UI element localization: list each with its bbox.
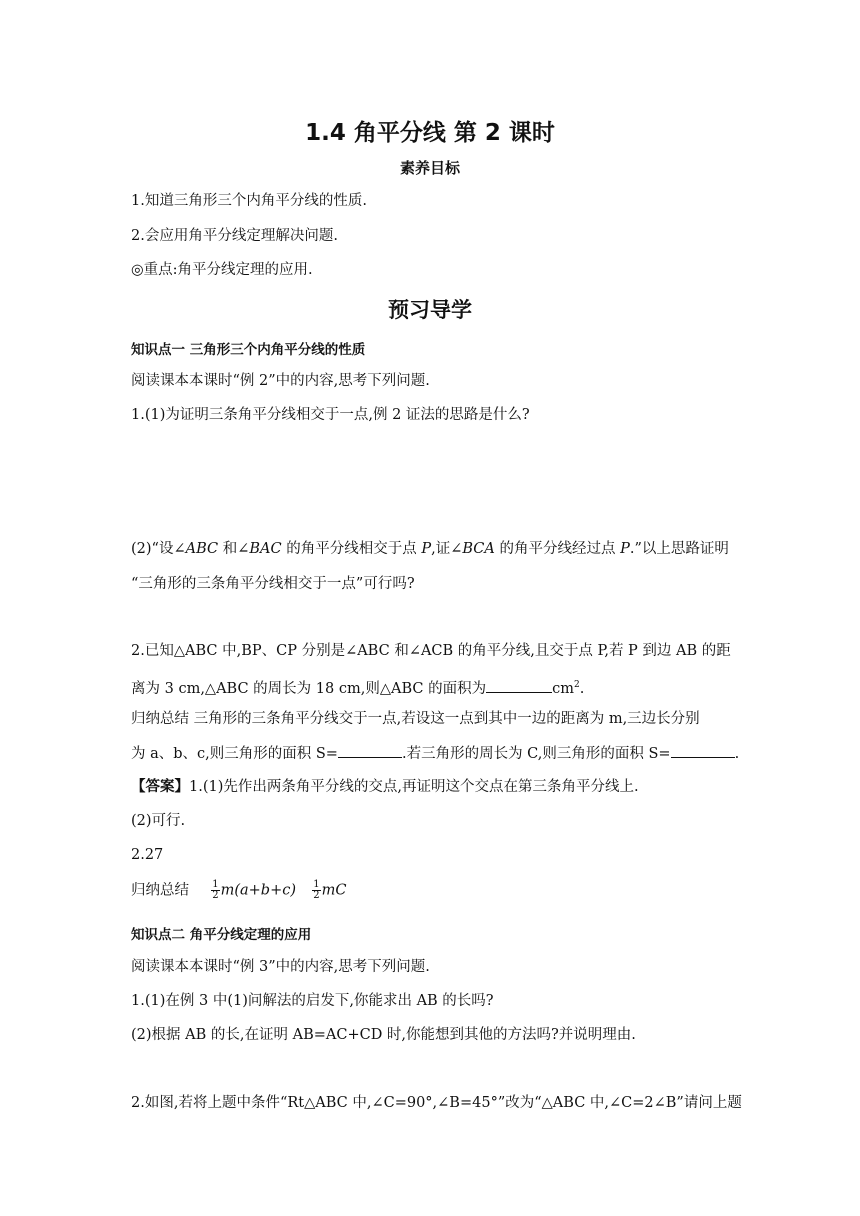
kp1-answer-summary: 归纳总结 $\frac{1}{2}$ m(a+b+c) $\frac{1}{2}$ mC (131, 879, 347, 901)
answer-blank (486, 678, 552, 693)
kp1-question-1-2-line1: (2)“设∠ABC 和∠BAC 的角平分线相交于点 P,证∠BCA 的角平分线经过点 P.”以上思路证明 (131, 541, 729, 557)
answer-label: 【答案】 (131, 778, 189, 795)
knowledge-point-1-heading: 知识点一 三角形三个内角平分线的性质 (131, 342, 366, 358)
knowledge-point-2-heading: 知识点二 角平分线定理的应用 (131, 927, 312, 943)
preview-heading: 预习导学 (388, 298, 472, 322)
kp1-answer-1-1: 【答案】1.(1)先作出两条角平分线的交点,再证明这个交点在第三条角平分线上. (131, 778, 639, 795)
kp1-summary-line2: 为 a、b、c,则三角形的面积 S= .若三角形的周长为 C,则三角形的面积 S= . (131, 743, 739, 764)
answer-blank (338, 743, 402, 758)
kp1-question-2-line2: 离为 3 cm,△ABC 的周长为 18 cm,则△ABC 的面积为 $cm^2$. (131, 675, 584, 699)
fraction-one-half: $\frac{1}{2}$ (313, 879, 320, 901)
kp2-intro: 阅读课本本课时“例 3”中的内容,思考下列问题. (131, 959, 430, 975)
goals-heading: 素养目标 (399, 159, 460, 177)
kp1-answer-2: 2.27 (131, 847, 164, 863)
kp2-question-1-1: 1.(1)在例 3 中(1)问解法的启发下,你能求出 AB 的长吗? (131, 993, 494, 1009)
kp1-question-2-line1: 2.已知△ABC 中,BP、CP 分别是∠ABC 和∠ACB 的角平分线,且交于点 P,若 P 到边 AB 的距 (131, 643, 731, 659)
goal-item-key-point: ◎重点:角平分线定理的应用. (131, 262, 313, 278)
fraction-one-half: $\frac{1}{2}$ (212, 879, 219, 901)
kp1-answer-1-2: (2)可行. (131, 813, 186, 829)
kp1-question-1-1: 1.(1)为证明三条角平分线相交于一点,例 2 证法的思路是什么? (131, 407, 530, 423)
kp1-intro: 阅读课本本课时“例 2”中的内容,思考下列问题. (131, 373, 430, 389)
goal-item-2: 2.会应用角平分线定理解决问题. (131, 228, 338, 244)
answer-blank (671, 743, 735, 758)
kp1-question-1-2-line2: “三角形的三条角平分线相交于一点”可行吗? (131, 576, 415, 592)
goal-item-1: 1.知道三角形三个内角平分线的性质. (131, 193, 367, 209)
kp2-question-1-2: (2)根据 AB 的长,在证明 AB=AC+CD 时,你能想到其他的方法吗?并说明理由. (131, 1027, 636, 1043)
page-title: 1.4 角平分线 第 2 课时 (305, 120, 555, 146)
kp1-summary-line1: 归纳总结 三角形的三条角平分线交于一点,若设这一点到其中一边的距离为 m,三边长分别 (131, 711, 700, 727)
kp2-question-2: 2.如图,若将上题中条件“Rt△ABC 中,∠C=90°,∠B=45°”改为“△ABC 中,∠C=2∠B”请问上题 (131, 1095, 742, 1111)
